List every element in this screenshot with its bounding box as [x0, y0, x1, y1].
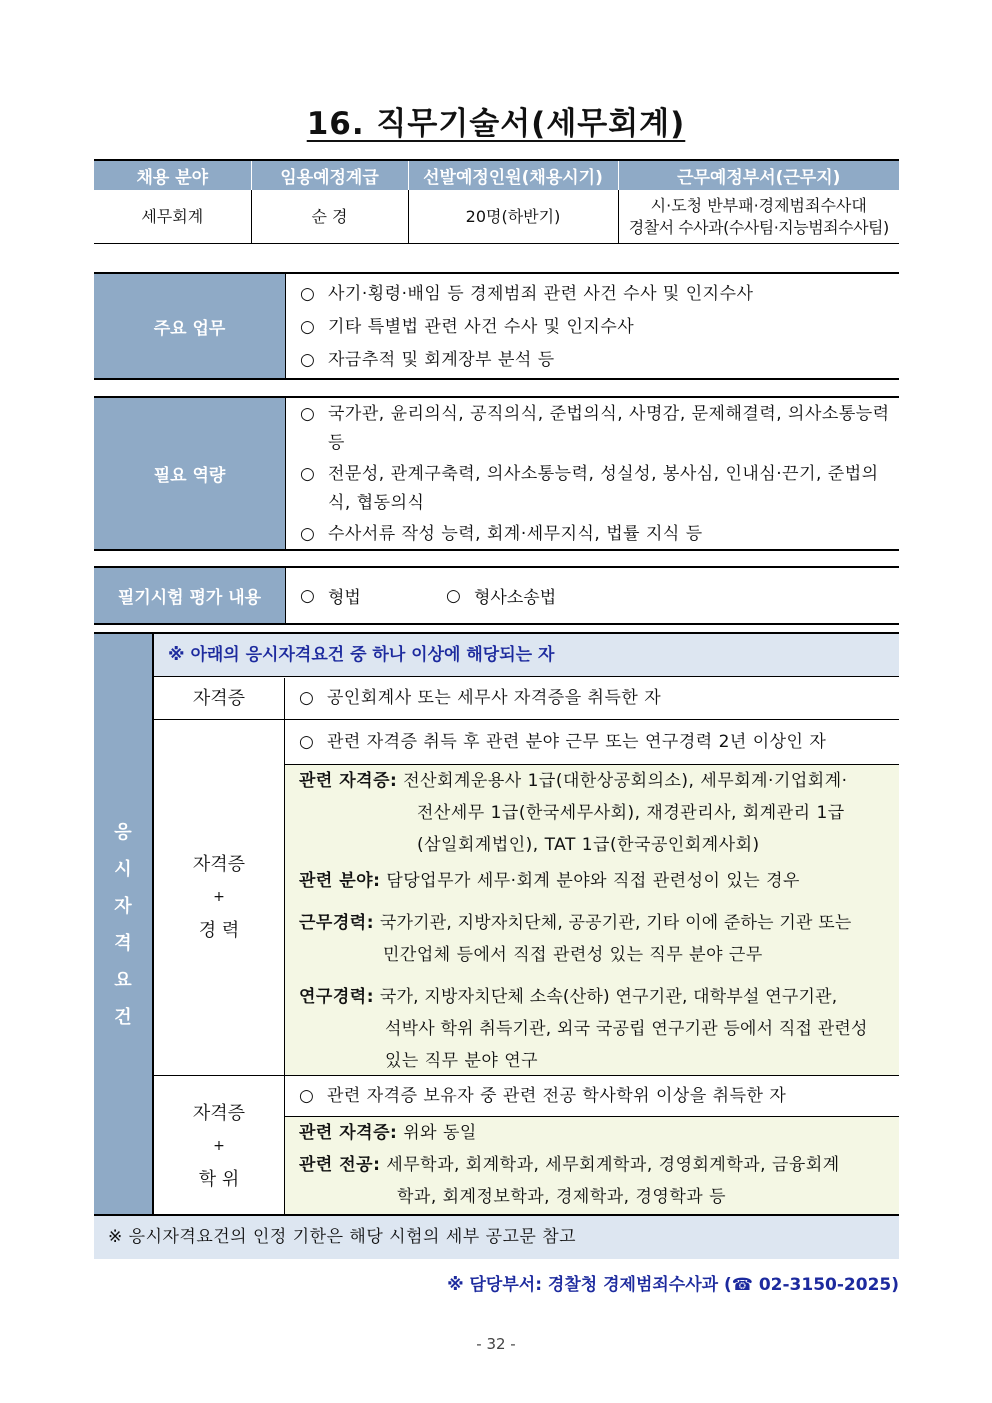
cell-count: 20명(하반기) — [408, 190, 618, 244]
exam-label: 필기시험 평가 내용 — [94, 568, 286, 623]
page-title: 16. 직무기술서(세무회계) — [306, 106, 686, 142]
contact-info: ※ 담당부서: 경찰청 경제범죄수사과 (☎ 02-3150-2025) — [447, 1275, 899, 1295]
cert-degree-detail: 관련 자격증: 위와 동일 관련 전공: 세무학과, 회계학과, 세무회계학과, 경영회계학과, 금융회계 학과, 회계정보학과, 경제학과, 경영학과 등 — [285, 1117, 899, 1216]
cell-field: 세무회계 — [94, 190, 251, 244]
exam-subject-1: 형법 — [328, 588, 361, 608]
header-col-count: 선발예정인원(채용시기) — [408, 160, 618, 190]
dept-line-1: 시·도청 반부패·경제범죄수사대 — [650, 195, 867, 215]
competency-section — [94, 396, 899, 551]
list-item: ○ 자금추적 및 회계장부 분석 등 — [300, 350, 555, 370]
cert-degree-main: ○ 관련 자격증 보유자 중 관련 전공 학사학위 이상을 취득한 자 — [299, 1086, 787, 1106]
page-number: - 32 - — [476, 1335, 516, 1353]
list-item: ○ 사기·횡령·배임 등 경제범죄 관련 사건 수사 및 인지수사 — [300, 284, 754, 304]
cert-degree-label: 자격증 + 학 위 — [154, 1076, 285, 1216]
exam-section: 필기시험 평가 내용 ○ 형법 ○ 형사소송법 — [94, 566, 899, 625]
cert-career-detail: 관련 자격증: 전산회계운용사 1급(대한상공회의소), 세무회계·기업회계· 전산세무 1급(한국세무사회), 재경관리사, 회계관리 1급 (삼일회계법인), TAT 1급(한국공인회계사회) 관련 분야: 담당업무가 세무·회계 분야와 직접 관련성이 있는 경우 근무경력: 국가기관, 지방자치단체, 공공기관, 기타 이에 준하는 기관 또는 민간업체 등에서 직접 관련성 있는 직무 분야 근무 연구경력: 국가, 지방자치단체 소속(산하) 연구기관, 대학부설 연구기관, 석박사 학위 취득기관, 외국 국공립 연구기관 등에서 직접 관련성 있는 직무 분야 연구 — [285, 765, 899, 1075]
cert-career-label: 자격증 + 경 력 — [154, 720, 285, 1075]
cert-text: ○ 공인회계사 또는 세무사 자격증을 취득한 자 — [299, 688, 662, 708]
cell-rank: 순 경 — [251, 190, 408, 244]
cert-label: 자격증 — [154, 678, 285, 719]
header-col-field: 채용 분야 — [94, 160, 251, 190]
list-item: ○ 수사서류 작성 능력, 회계·세무지식, 법률 지식 등 — [300, 524, 703, 544]
exam-subject-2: 형사소송법 — [474, 588, 557, 608]
competency-label: 필요 역량 — [94, 398, 286, 549]
header-col-dept: 근무예정부서(근무지) — [618, 160, 899, 190]
footnote: ※ 응시자격요건의 인정 기한은 해당 시험의 세부 공고문 참고 — [94, 1214, 899, 1259]
dept-line-2: 경찰서 수사과(수사팀·지능범죄수사팀) — [628, 217, 889, 237]
list-item: ○ 전문성, 관계구축력, 의사소통능력, 성실성, 봉사심, 인내심·끈기, 준법의식, 협동의식 — [300, 464, 879, 513]
cert-career-main: ○ 관련 자격증 취득 후 관련 분야 근무 또는 연구경력 2년 이상인 자 — [299, 732, 827, 752]
header-col-rank: 임용예정계급 — [251, 160, 408, 190]
duties-label: 주요 업무 — [94, 274, 286, 378]
list-item: ○ 기타 특별법 관련 사건 수사 및 인지수사 — [300, 317, 635, 337]
list-item: ○ 국가관, 윤리의식, 공직의식, 준법의식, 사명감, 문제해결력, 의사소통능력 등 — [300, 404, 890, 453]
duties-section — [94, 272, 899, 380]
qualification-note: ※ 아래의 응시자격요건 중 하나 이상에 해당되는 자 — [154, 634, 899, 677]
qualification-side-label: 응 시 자 격 요 건 — [94, 634, 154, 1216]
recruitment-table — [94, 159, 899, 244]
cell-dept — [618, 190, 899, 244]
qualification-section — [94, 632, 899, 1216]
